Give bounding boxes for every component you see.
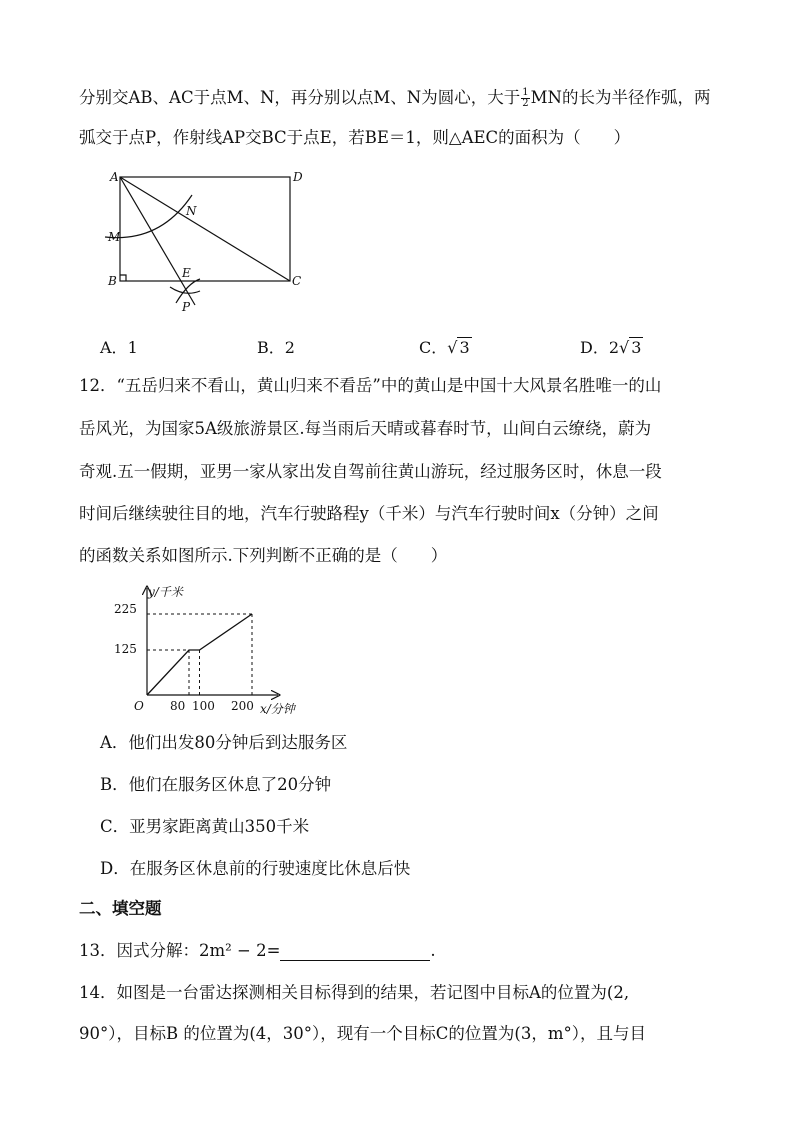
label-E: E: [182, 266, 191, 280]
q11-option-d: D．2√ 3: [580, 338, 642, 357]
diagonal-ac: [120, 177, 290, 281]
section-title-fill-blank: 二、填空题: [79, 899, 162, 918]
q12-option-a: A．他们出发80分钟后到达服务区: [100, 733, 348, 752]
q12-option-b: B．他们在服务区休息了20分钟: [100, 775, 332, 794]
y-tick-125: 125: [114, 642, 137, 656]
q11-rectangle-figure: [100, 165, 320, 315]
label-A: A: [110, 170, 119, 184]
origin-label: O: [134, 699, 144, 713]
label-D: D: [293, 170, 303, 184]
right-angle-mark: [120, 275, 126, 281]
q12-option-d: D．在服务区休息前的行驶速度比休息后快: [100, 859, 411, 878]
label-B: B: [108, 274, 117, 288]
q12-line-5: 的函数关系如图所示.下列判断不正确的是（ ）: [79, 546, 448, 565]
x-tick-100: 100: [192, 699, 215, 713]
y-tick-225: 225: [114, 602, 137, 616]
label-P: P: [182, 300, 191, 314]
label-M: M: [108, 230, 121, 244]
q12-line-2: 岳风光，为国家5A级旅游景区.每当雨后天晴或暮春时节，山间白云缭绕，蔚为: [79, 419, 652, 438]
fraction-one-half: $\frac{1}{2}$: [522, 87, 529, 109]
y-axis-label: y/千米: [148, 585, 183, 599]
q12-distance-time-graph: [110, 582, 310, 722]
answer-blank[interactable]: [280, 944, 430, 961]
q12-option-c: C．亚男家距离黄山350千米: [100, 817, 310, 836]
q14-line-1: 14．如图是一台雷达探测相关目标得到的结果，若记图中目标A的位置为(2,: [79, 983, 630, 1002]
sqrt-symbol: √ 3: [619, 338, 642, 357]
q12-line-3: 奇观.五一假期，亚男一家从家出发自驾前往黄山游玩，经过服务区时，休息一段: [79, 462, 662, 481]
x-tick-200: 200: [231, 699, 254, 713]
q14-line-2: 90°），目标B 的位置为(4，30°），现有一个目标C的位置为(3，m°），且与目: [79, 1024, 647, 1043]
sqrt-symbol: √ 3: [447, 338, 470, 357]
q13-text: 13．因式分解：2m² − 2= .: [79, 941, 436, 960]
x-axis-label: x/分钟: [260, 702, 295, 716]
ray-ap: [120, 177, 195, 305]
q11-text-line2: 弧交于点P，作射线AP交BC于点E，若BE＝1，则△AEC的面积为（ ）: [79, 128, 631, 147]
x-tick-80: 80: [170, 699, 186, 713]
q11-option-b: B．2: [257, 338, 295, 357]
q12-line-1: 12．“五岳归来不看山，黄山归来不看岳”中的黄山是中国十大风景名胜唯一的山: [79, 376, 662, 395]
q11-text-line1: 分别交AB、AC于点M、N，再分别以点M、N为圆心，大于 $\frac{1}{2}$ MN的长为半径作弧，两: [79, 87, 711, 109]
q11-option-a: A．1: [100, 338, 138, 357]
label-N: N: [186, 204, 197, 218]
label-C: C: [292, 274, 302, 288]
q11-option-c: C．√ 3: [419, 338, 470, 357]
q12-line-4: 时间后继续驶往目的地，汽车行驶路程y（千米）与汽车行驶时间x（分钟）之间: [79, 504, 659, 523]
